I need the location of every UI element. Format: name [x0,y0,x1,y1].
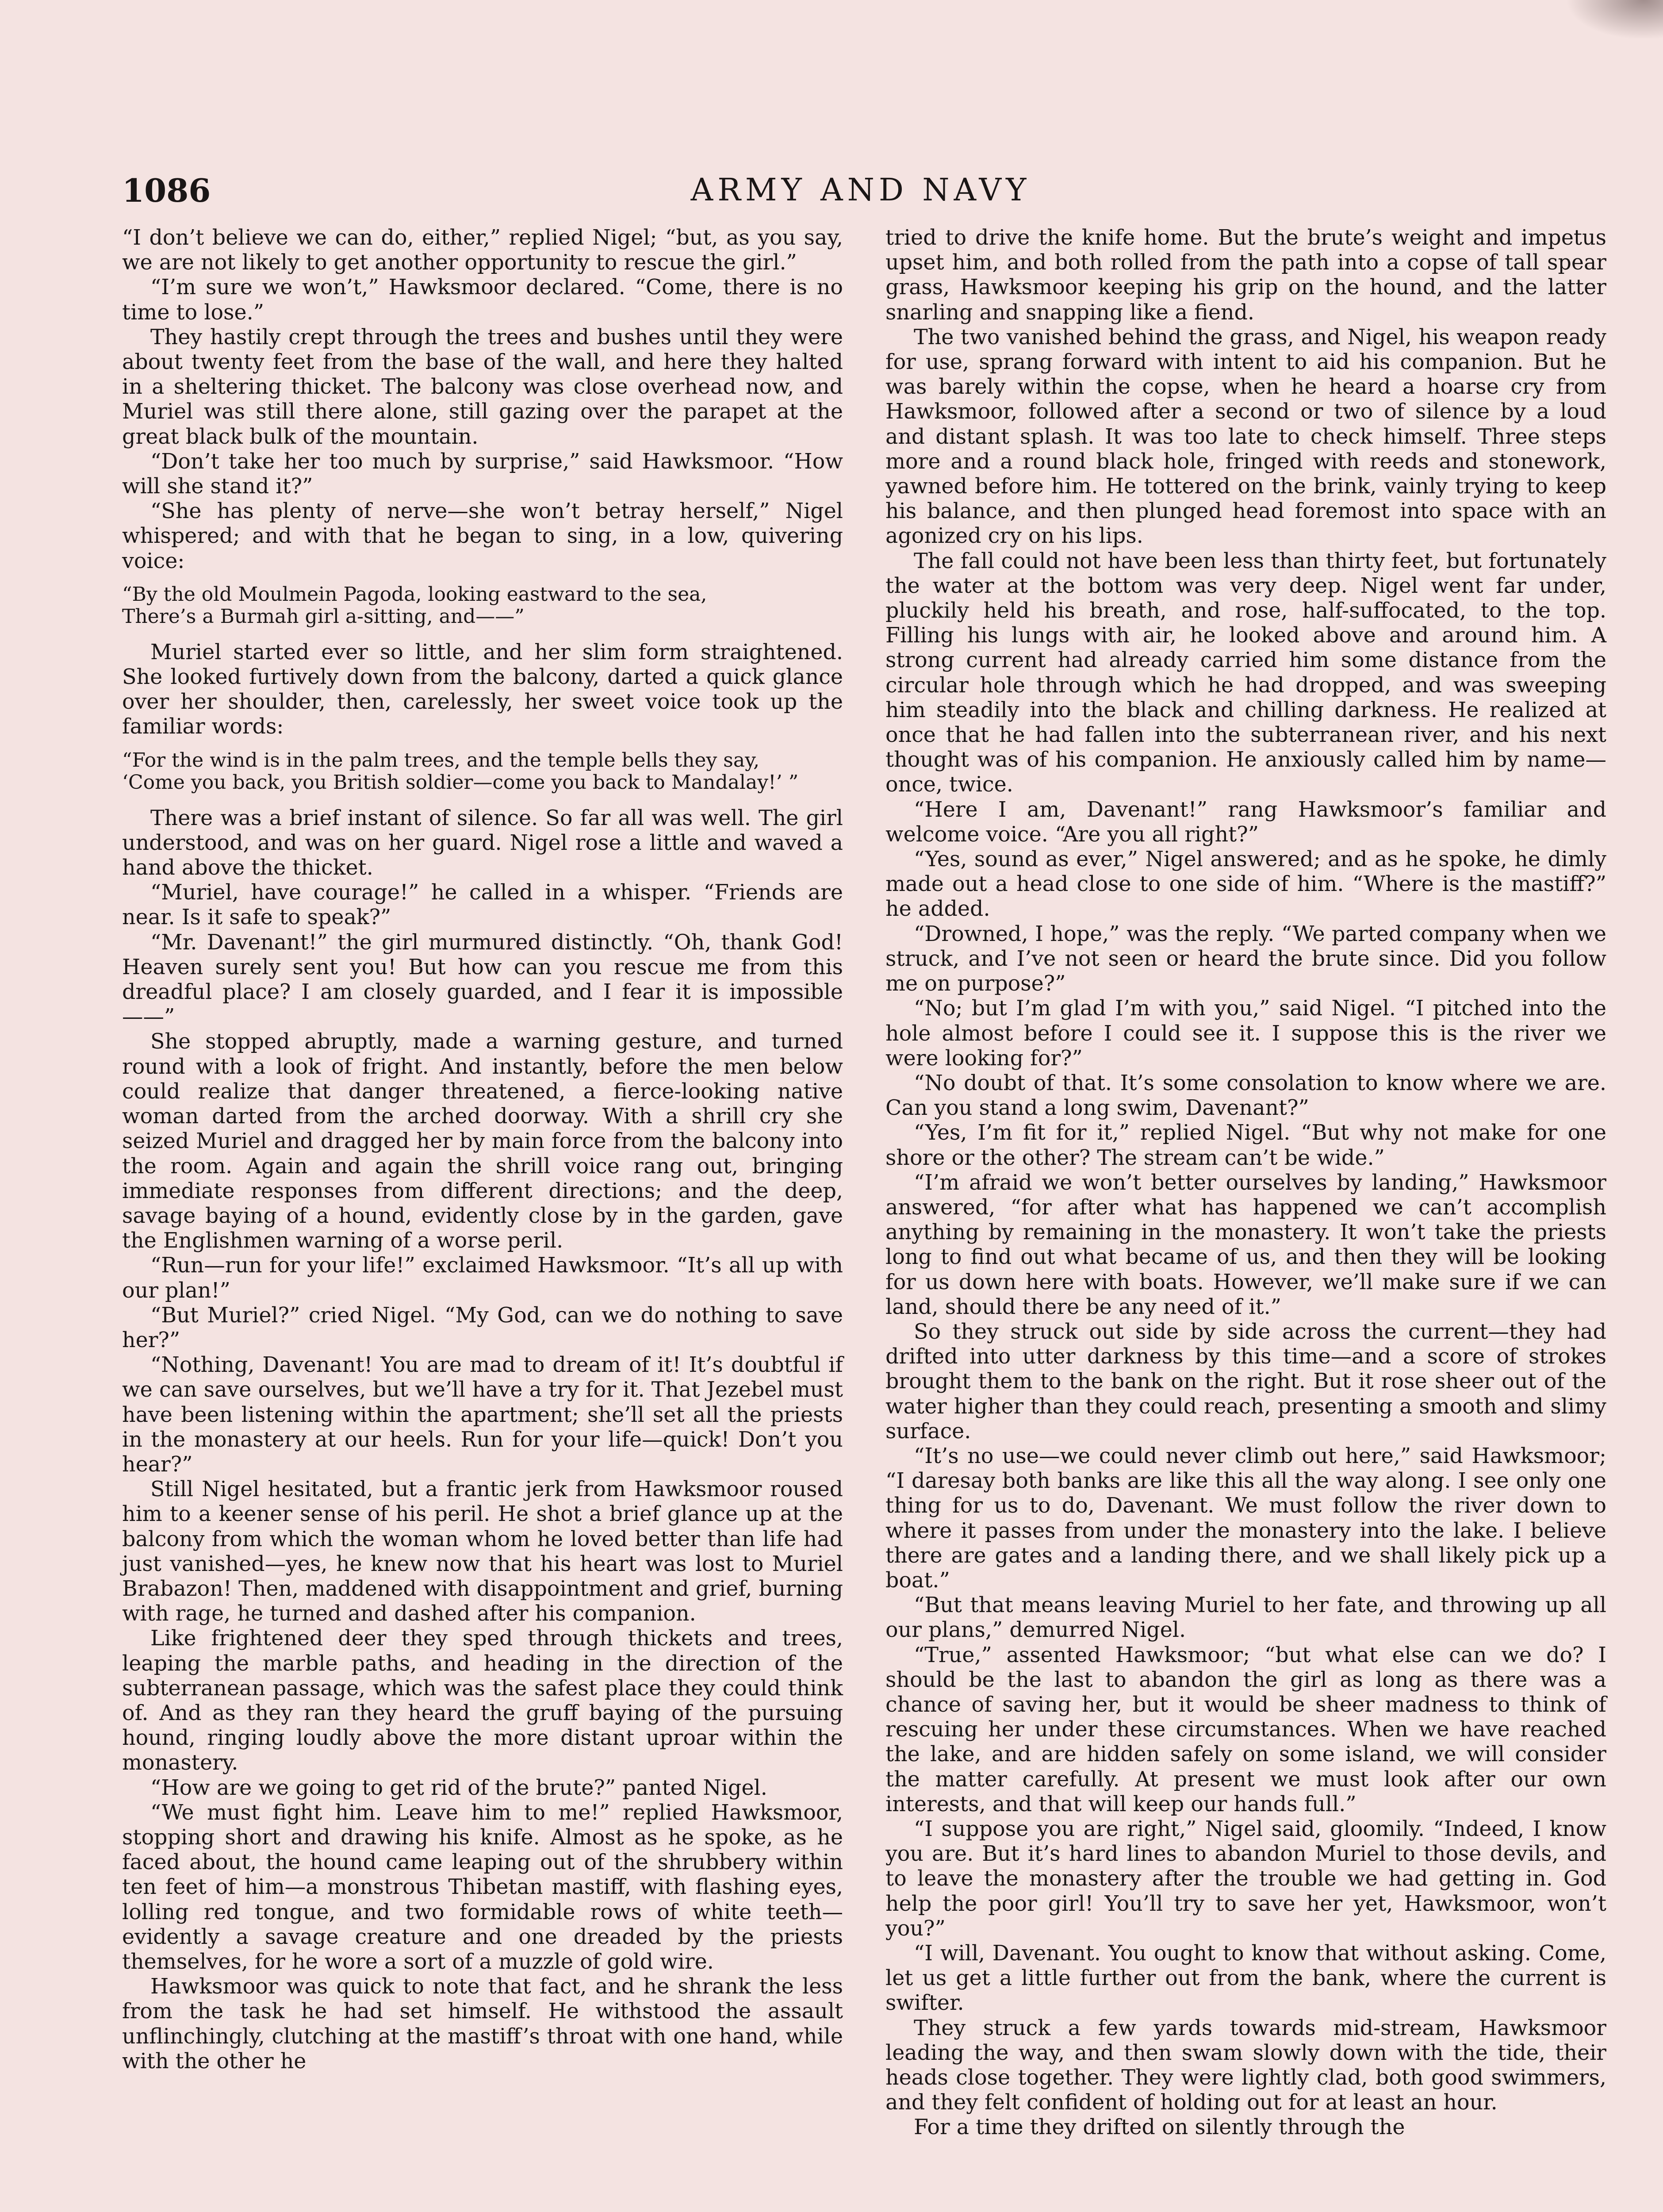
page-number: 1086 [122,172,211,209]
paragraph: Muriel started ever so little, and her slim form straightened. She looked furtively down from the balcony, darted a quick glance over her shoulder, then, carelessly, her sweet voice took up the familiar words: [122,640,843,739]
right-text-column [885,226,1606,2140]
paragraph: “Drowned, I hope,” was the reply. “We parted company when we struck, and I’ve not seen or heard the brute since. Did you follow me on purpose?” [885,922,1606,996]
paragraph: The two vanished behind the grass, and Nigel, his weapon ready for use, sprang forward with intent to aid his companion. But he was barely within the copse, when he heard a hoarse cry from Hawksmoor, followed after a second or two of silence by a loud and distant splash. It was too late to check himself. Three steps more and a round black hole, fringed with reeds and stonework, yawned before him. He tottered on the brink, vainly trying to keep his balance, and then plunged head foremost into space with an agonized cry on his lips. [885,325,1606,549]
paragraph: “Mr. Davenant!” the girl murmured distinctly. “Oh, thank God! Heaven surely sent you! But how can you rescue me from this dreadful place? I am closely guarded, and I fear it is impossible——” [122,930,843,1029]
verse-line: “For the wind is in the palm trees, and the temple bells they say, [122,749,760,772]
paragraph: “Here I am, Davenant!” rang Hawksmoor’s familiar and welcome voice. “Are you all right?” [885,797,1606,847]
paragraph: “I suppose you are right,” Nigel said, gloomily. “Indeed, I know you are. But it’s hard lines to abandon Muriel to those devils, and to leave the monastery after the trouble we had getting in. God help the poor girl! You’ll try to save her yet, Hawksmoor, won’t you?” [885,1817,1606,1941]
paragraph: They hastily crept through the trees and bushes until they were about twenty feet from the base of the wall, and here they halted in a sheltering thicket. The balcony was close overhead now, and Muriel was still there alone, still gazing over the parapet at the great black bulk of the mountain. [122,325,843,449]
paragraph: “No; but I’m glad I’m with you,” said Nigel. “I pitched into the hole almost before I could see it. I suppose this is the river we were looking for?” [885,996,1606,1071]
paragraph: So they struck out side by side across the current—they had drifted into utter darkness by this time—and a score of strokes brought them to the bank on the right. But it rose sheer out of the water higher than they could reach, presenting a smooth and slimy surface. [885,1319,1606,1444]
paragraph: The fall could not have been less than thirty feet, but fortunately the water at the bottom was very deep. Nigel went far under, pluckily held his breath, and rose, half-suffocated, to the top. Filling his lungs with air, he looked above and around him. A strong current had already carried him some distance from the circular hole through which he had dropped, and was sweeping him steadily into the black and chilling darkness. He realized at once that he had fallen into the subterranean river, and his next thought was of his companion. He anxiously called him by name—once, twice. [885,549,1606,797]
paragraph: “Yes, sound as ever,” Nigel answered; and as he spoke, he dimly made out a head close to one side of him. “Where is the mastiff?” he added. [885,847,1606,922]
paragraph: “But Muriel?” cried Nigel. “My God, can we do nothing to save her?” [122,1303,843,1352]
paragraph: They struck a few yards towards mid-stream, Hawksmoor leading the way, and then swam slowly down with the tide, their heads close together. They were lightly clad, both good swimmers, and they felt confident of holding out for at least an hour. [885,2016,1606,2115]
paragraph: “But that means leaving Muriel to her fate, and throwing up all our plans,” demurred Nigel. [885,1593,1606,1643]
verse-quote [122,584,843,628]
paragraph: “We must fight him. Leave him to me!” replied Hawksmoor, stopping short and drawing his knife. Almost as he spoke, as he faced about, the hound came leaping out of the shrubbery within ten feet of him—a monstrous Thibetan mastiff, with flashing eyes, lolling red tongue, and two formidable rows of white teeth—evidently a savage creature and one dreaded by the priests themselves, for he wore a sort of a muzzle of gold wire. [122,1800,843,1974]
paragraph: “Nothing, Davenant! You are mad to dream of it! It’s doubtful if we can save ourselves, but we’ll have a try for it. That Jezebel must have been listening within the apartment; she’ll set all the priests in the monastery at our heels. Run for your life—quick! Don’t you hear?” [122,1353,843,1477]
paragraph: Hawksmoor was quick to note that fact, and he shrank the less from the task he had set himself. He withstood the assault unflinchingly, clutching at the mastiff’s throat with one hand, while with the other he [122,1974,843,2074]
paragraph: For a time they drifted on silently through the [914,2115,1405,2140]
left-text-column [122,226,843,2074]
paragraph: Still Nigel hesitated, but a frantic jerk from Hawksmoor roused him to a keener sense of his peril. He shot a brief glance up at the balcony from which the woman whom he loved better than life had just vanished—yes, he knew now that his heart was lost to Muriel Brabazon! Then, maddened with disappointment and grief, burning with rage, he turned and dashed after his companion. [122,1477,843,1626]
page-header [122,172,1599,220]
paragraph: “How are we going to get rid of the brute?” panted Nigel. [150,1775,767,1800]
paragraph: There was a brief instant of silence. So far all was well. The girl understood, and was on her guard. Nigel rose a little and waved a hand above the thicket. [122,806,843,880]
paragraph: “True,” assented Hawksmoor; “but what else can we do? I should be the last to abandon the girl as long as there was a chance of saving her, but it would be sheer madness to think of rescuing her under these circumstances. When we have reached the lake, and are hidden safely on some island, we will consider the matter carefully. At present we must look after our own interests, and that will keep our hands full.” [885,1643,1606,1816]
paragraph: tried to drive the knife home. But the brute’s weight and impetus upset him, and both rolled from the path into a copse of tall spear grass, Hawksmoor keeping his grip on the hound, and the latter snarling and snapping like a fiend. [885,226,1606,325]
verse-line: There’s a Burmah girl a-sitting, and——” [122,605,525,628]
paragraph: “It’s no use—we could never climb out here,” said Hawksmoor; “I daresay both banks are like this all the way along. I see only one thing for us to do, Davenant. We must follow the river down to where it passes from under the monastery into the lake. I believe there are gates and a landing there, and we shall likely pick up a boat.” [885,1444,1606,1593]
paragraph: “Muriel, have courage!” he called in a whisper. “Friends are near. Is it safe to speak?” [122,880,843,930]
paragraph: “I’m sure we won’t,” Hawksmoor declared. “Come, there is no time to lose.” [122,275,843,325]
paragraph: “Yes, I’m fit for it,” replied Nigel. “But why not make for one shore or the other? The stream can’t be wide.” [885,1121,1606,1170]
paragraph: “She has plenty of nerve—she won’t betray herself,” Nigel whispered; and with that he began to sing, in a low, quivering voice: [122,499,843,573]
paragraph: “I will, Davenant. You ought to know that without asking. Come, let us get a little further out from the bank, where the current is swifter. [885,1941,1606,2016]
verse-line: “By the old Moulmein Pagoda, looking eastward to the sea, [122,583,707,606]
paragraph: “Don’t take her too much by surprise,” said Hawksmoor. “How will she stand it?” [122,449,843,499]
paragraph: “I’m afraid we won’t better ourselves by landing,” Hawksmoor answered, “for after what has happened we can’t accomplish anything by remaining in the monastery. It won’t take the priests long to find out what became of us, and then they will be looking for us down here with boats. However, we’ll make sure if we can land, should there be any need of it.” [885,1170,1606,1319]
paragraph: Like frightened deer they sped through thickets and trees, leaping the marble paths, and heading in the direction of the subterranean passage, which was the safest place they could think of. And as they ran they heard the gruff baying of the pursuing hound, ringing loudly above the more distant uproar within the monastery. [122,1626,843,1775]
paragraph: “I don’t believe we can do, either,” replied Nigel; “but, as you say, we are not likely to get another opportunity to rescue the girl.” [122,226,843,275]
verse-line: ‘Come you back, you British soldier—come you back to Mandalay!’ ” [122,771,799,794]
paragraph: “No doubt of that. It’s some consolation to know where we are. Can you stand a long swim, Davenant?” [885,1071,1606,1121]
verse-quote [122,749,843,794]
running-title: ARMY AND NAVY [690,172,1031,208]
page-corner-smudge [1566,0,1663,40]
paragraph: “Run—run for your life!” exclaimed Hawksmoor. “It’s all up with our plan!” [122,1253,843,1303]
paragraph: She stopped abruptly, made a warning gesture, and turned round with a look of fright. And instantly, before the men below could realize that danger threatened, a fierce-looking native woman darted from the arched doorway. With a shrill cry she seized Muriel and dragged her by main force from the balcony into the room. Again and again the shrill voice rang out, bringing immediate responses from different directions; and the deep, savage baying of a hound, evidently close by in the garden, gave the Englishmen warning of a worse peril. [122,1029,843,1253]
